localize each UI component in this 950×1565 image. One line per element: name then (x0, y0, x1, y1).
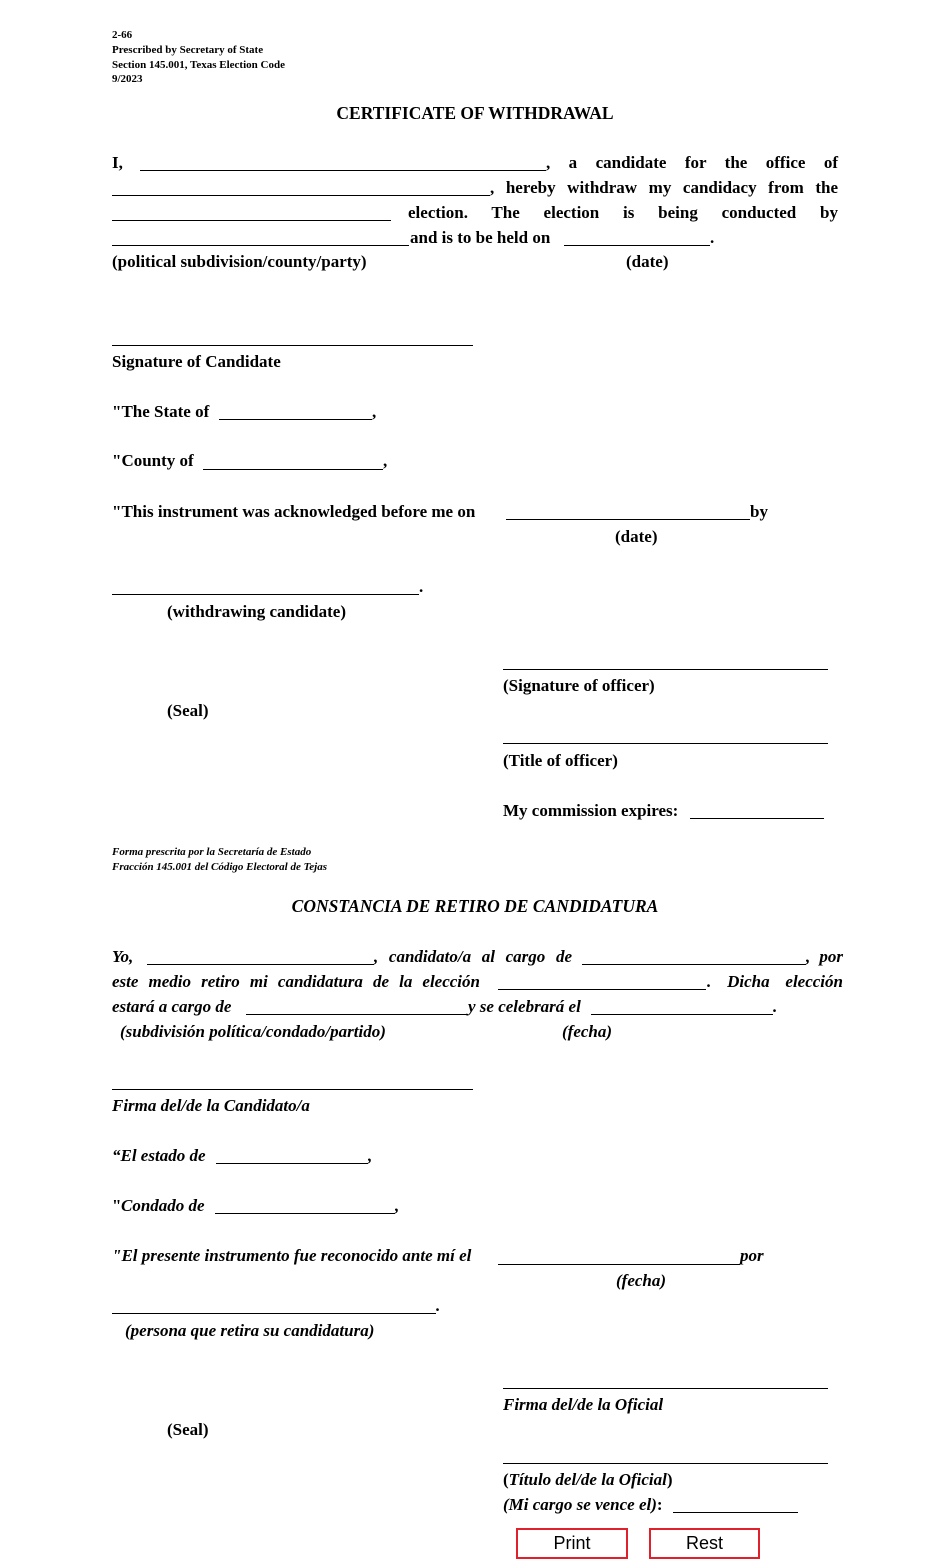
titulo-oficial-line (503, 1463, 828, 1464)
signature-of-candidate-label: Signature of Candidate (112, 352, 281, 371)
held-on-text: and is to be held on (410, 228, 551, 247)
firma-candidato-label: Firma del/de la Candidato/a (112, 1096, 310, 1115)
se-celebrara-text: y se celebrará el (468, 997, 581, 1016)
persona-retira-line (112, 1313, 436, 1314)
subdivision-line (246, 1014, 468, 1015)
cargo-input[interactable] (584, 946, 804, 964)
election-input[interactable] (114, 202, 389, 220)
eleccion-input[interactable] (500, 971, 704, 989)
withdrawing-candidate-label: (withdrawing candidate) (167, 602, 346, 621)
condado-input[interactable] (217, 1195, 393, 1213)
political-subdivision-label: (political subdivision/county/party) (112, 252, 367, 271)
signature-of-officer-label: (Signature of officer) (503, 676, 655, 695)
por2-label: por (740, 1246, 764, 1265)
candidato-al-cargo-text: , candidato/a al cargo de (374, 947, 572, 966)
reset-button[interactable]: Rest (649, 1528, 760, 1559)
withdrawing-candidate-input[interactable] (114, 576, 417, 594)
fecha-eleccion-line (591, 1014, 773, 1015)
yo-name-input[interactable] (149, 946, 372, 964)
election-date-line (564, 245, 710, 246)
acknowledged-text: "This instrument was acknowledged before me on (112, 502, 476, 521)
titulo-oficial-label: (Título del/de la Oficial) (503, 1470, 673, 1489)
election-conducted-text: election. The election is being conducted by (408, 203, 838, 222)
titulo-oficial-input[interactable] (505, 1445, 826, 1463)
office-line (112, 195, 490, 196)
acknowledged-date-input[interactable] (508, 501, 748, 519)
reconocido-fecha-label: (fecha) (616, 1271, 667, 1290)
eleccion-line (498, 989, 706, 990)
spanish-seal-label: (Seal) (167, 1420, 209, 1439)
condado-comma: , (395, 1196, 400, 1215)
office-input[interactable] (114, 177, 488, 195)
candidate-name-input[interactable] (142, 152, 544, 170)
yo-label: Yo, (112, 947, 134, 966)
reconocido-fecha-input[interactable] (500, 1246, 738, 1264)
form-number: 2-66 (112, 29, 133, 41)
cargo-vence-label: (Mi cargo se vence el): (503, 1495, 663, 1514)
i-label: I, (112, 153, 123, 172)
date-label: (date) (626, 252, 669, 271)
officer-title-line (503, 743, 828, 744)
candidate-office-text: , a candidate for the office of (546, 153, 838, 172)
candidate-signature-line (112, 345, 473, 346)
por-text: , por (806, 947, 843, 966)
estado-comma: , (368, 1146, 373, 1165)
firma-oficial-line (503, 1388, 828, 1389)
withdrawing-period: . (419, 577, 424, 596)
print-button[interactable]: Print (516, 1528, 628, 1559)
estado-de-label: “El estado de (112, 1146, 206, 1165)
county-line (203, 469, 383, 470)
condado-line (215, 1213, 395, 1214)
form-date: 9/2023 (112, 73, 143, 85)
este-medio-text: este medio retiro mi candidatura de la elección (112, 972, 480, 991)
candidate-name-line (140, 170, 546, 171)
presente-instrumento-text: "El presente instrumento fue reconocido ante mí el (112, 1246, 472, 1265)
political-subdivision-line (112, 245, 409, 246)
condado-de-label: Condado de (121, 1196, 205, 1215)
cargo-line (582, 964, 806, 965)
firma-oficial-label: Firma del/de la Oficial (503, 1395, 664, 1414)
election-date-input[interactable] (566, 227, 708, 245)
period: . (710, 228, 715, 247)
political-subdivision-input[interactable] (114, 227, 407, 245)
withdraw-text: , hereby withdraw my candidacy from the (490, 178, 838, 197)
withdrawing-candidate-line (112, 594, 419, 595)
officer-title-input[interactable] (505, 725, 826, 743)
officer-signature-line (503, 669, 828, 670)
commission-expires-input[interactable] (692, 800, 822, 818)
county-of-label: "County of (112, 451, 194, 470)
yo-name-line (147, 964, 374, 965)
firma-candidato-line (112, 1089, 473, 1090)
reconocido-fecha-line (498, 1264, 740, 1265)
section-citation: Section 145.001, Texas Election Code (112, 59, 285, 71)
county-comma: , (383, 451, 388, 470)
county-input[interactable] (205, 451, 381, 469)
spanish-fraction: Fracción 145.001 del Código Electoral de Tejas (112, 861, 327, 873)
by-label: by (750, 502, 768, 521)
commission-expires-line (690, 818, 824, 819)
acknowledged-date-line (506, 519, 750, 520)
subdivision-input[interactable] (248, 996, 466, 1014)
acknowledged-date-label: (date) (615, 527, 658, 546)
state-line (219, 419, 372, 420)
condado-quote: " (112, 1196, 122, 1215)
election-line (112, 220, 391, 221)
spanish-title: CONSTANCIA DE RETIRO DE CANDIDATURA (291, 896, 659, 916)
spanish-prescribed: Forma prescrita por la Secretaría de Estado (112, 846, 312, 858)
title-of-officer-label: (Title of officer) (503, 751, 618, 770)
persona-period: . (436, 1296, 441, 1315)
persona-retira-label: (persona que retira su candidatura) (125, 1321, 375, 1340)
cargo-vence-line (673, 1512, 798, 1513)
state-comma: , (372, 402, 377, 421)
subdivision-label: (subdivisión política/condado/partido) (120, 1022, 386, 1041)
prescribed-by: Prescribed by Secretary of State (112, 44, 264, 56)
page-title: CERTIFICATE OF WITHDRAWAL (336, 103, 614, 123)
cargo-vence-input[interactable] (675, 1494, 796, 1512)
persona-retira-input[interactable] (114, 1295, 434, 1313)
fecha-eleccion-input[interactable] (593, 996, 771, 1014)
dicha-eleccion-text: . Dicha elección (707, 972, 843, 991)
estara-a-cargo-text: estará a cargo de (112, 997, 232, 1016)
state-of-label: "The State of (112, 402, 210, 421)
estado-input[interactable] (218, 1145, 366, 1163)
seal-label: (Seal) (167, 701, 209, 720)
spanish-period: . (773, 997, 778, 1016)
fecha-label: (fecha) (562, 1022, 613, 1041)
commission-expires-label: My commission expires: (503, 801, 679, 820)
estado-line (216, 1163, 368, 1164)
state-input[interactable] (221, 401, 370, 419)
